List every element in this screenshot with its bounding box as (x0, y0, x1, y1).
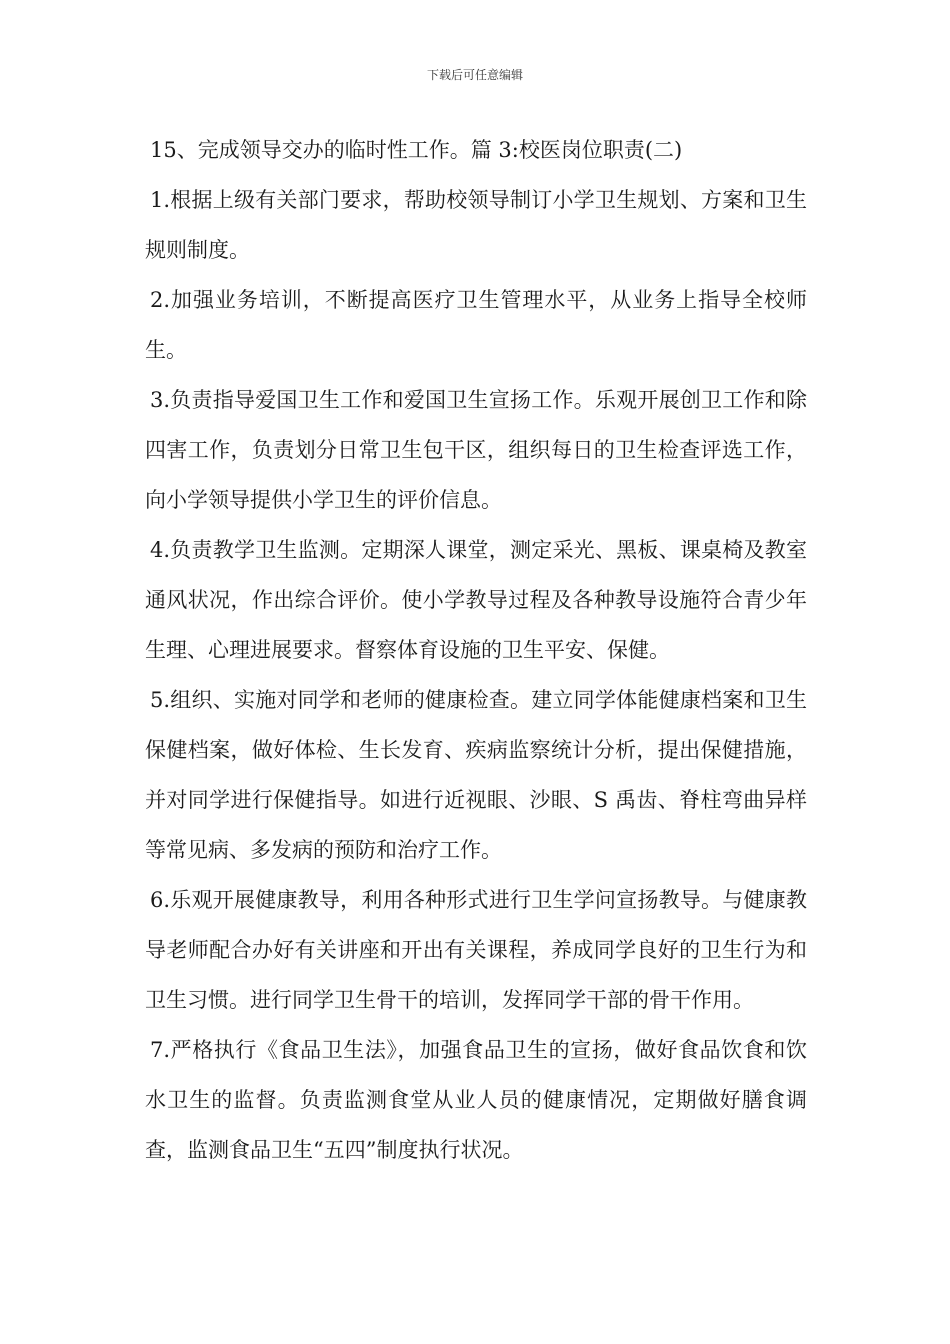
page-header-note: 下载后可任意编辑 (426, 68, 523, 82)
paragraph-item-6: 6.乐观开展健康教导，利用各种形式进行卫生学问宣扬教导。与健康教导老师配合办好有关讲座和开出有关课程，养成同学良好的卫生行为和卫生习惯。进行同学卫生骨干的培训，发挥同学干部的骨干作用。 (145, 888, 807, 1012)
paragraph-item-5: 5.组织、实施对同学和老师的健康检查。建立同学体能健康档案和卫生保健档案，做好体检、生长发育、疾病监察统计分析，提出保健措施，并对同学进行保健指导。如进行近视眼、沙眼、S 禹齿、脊柱弯曲异样等常见病、多发病的预防和治疗工作。 (145, 688, 807, 862)
document-body (145, 125, 807, 1175)
paragraph-item-1: 1.根据上级有关部门要求，帮助校领导制订小学卫生规划、方案和卫生规则制度。 (145, 188, 807, 262)
paragraph-item-15: 15、完成领导交办的临时性工作。篇 3:校医岗位职责(二) (150, 138, 683, 162)
paragraph-item-2: 2.加强业务培训，不断提高医疗卫生管理水平，从业务上指导全校师生。 (145, 288, 807, 362)
paragraph-item-3: 3.负责指导爱国卫生工作和爱国卫生宣扬工作。乐观开展创卫工作和除四害工作，负责划分日常卫生包干区，组织每日的卫生检查评选工作，向小学领导提供小学卫生的评价信息。 (145, 388, 807, 512)
paragraph-item-4: 4.负责教学卫生监测。定期深人课堂，测定采光、黑板、课桌椅及教室通风状况，作出综合评价。使小学教导过程及各种教导设施符合青少年生理、心理进展要求。督察体育设施的卫生平安、保健。 (145, 538, 807, 662)
paragraph-item-7: 7.严格执行《食品卫生法》，加强食品卫生的宣扬，做好食品饮食和饮水卫生的监督。负责监测食堂从业人员的健康情况，定期做好膳食调查，监测食品卫生“五四”制度执行状况。 (145, 1038, 807, 1162)
